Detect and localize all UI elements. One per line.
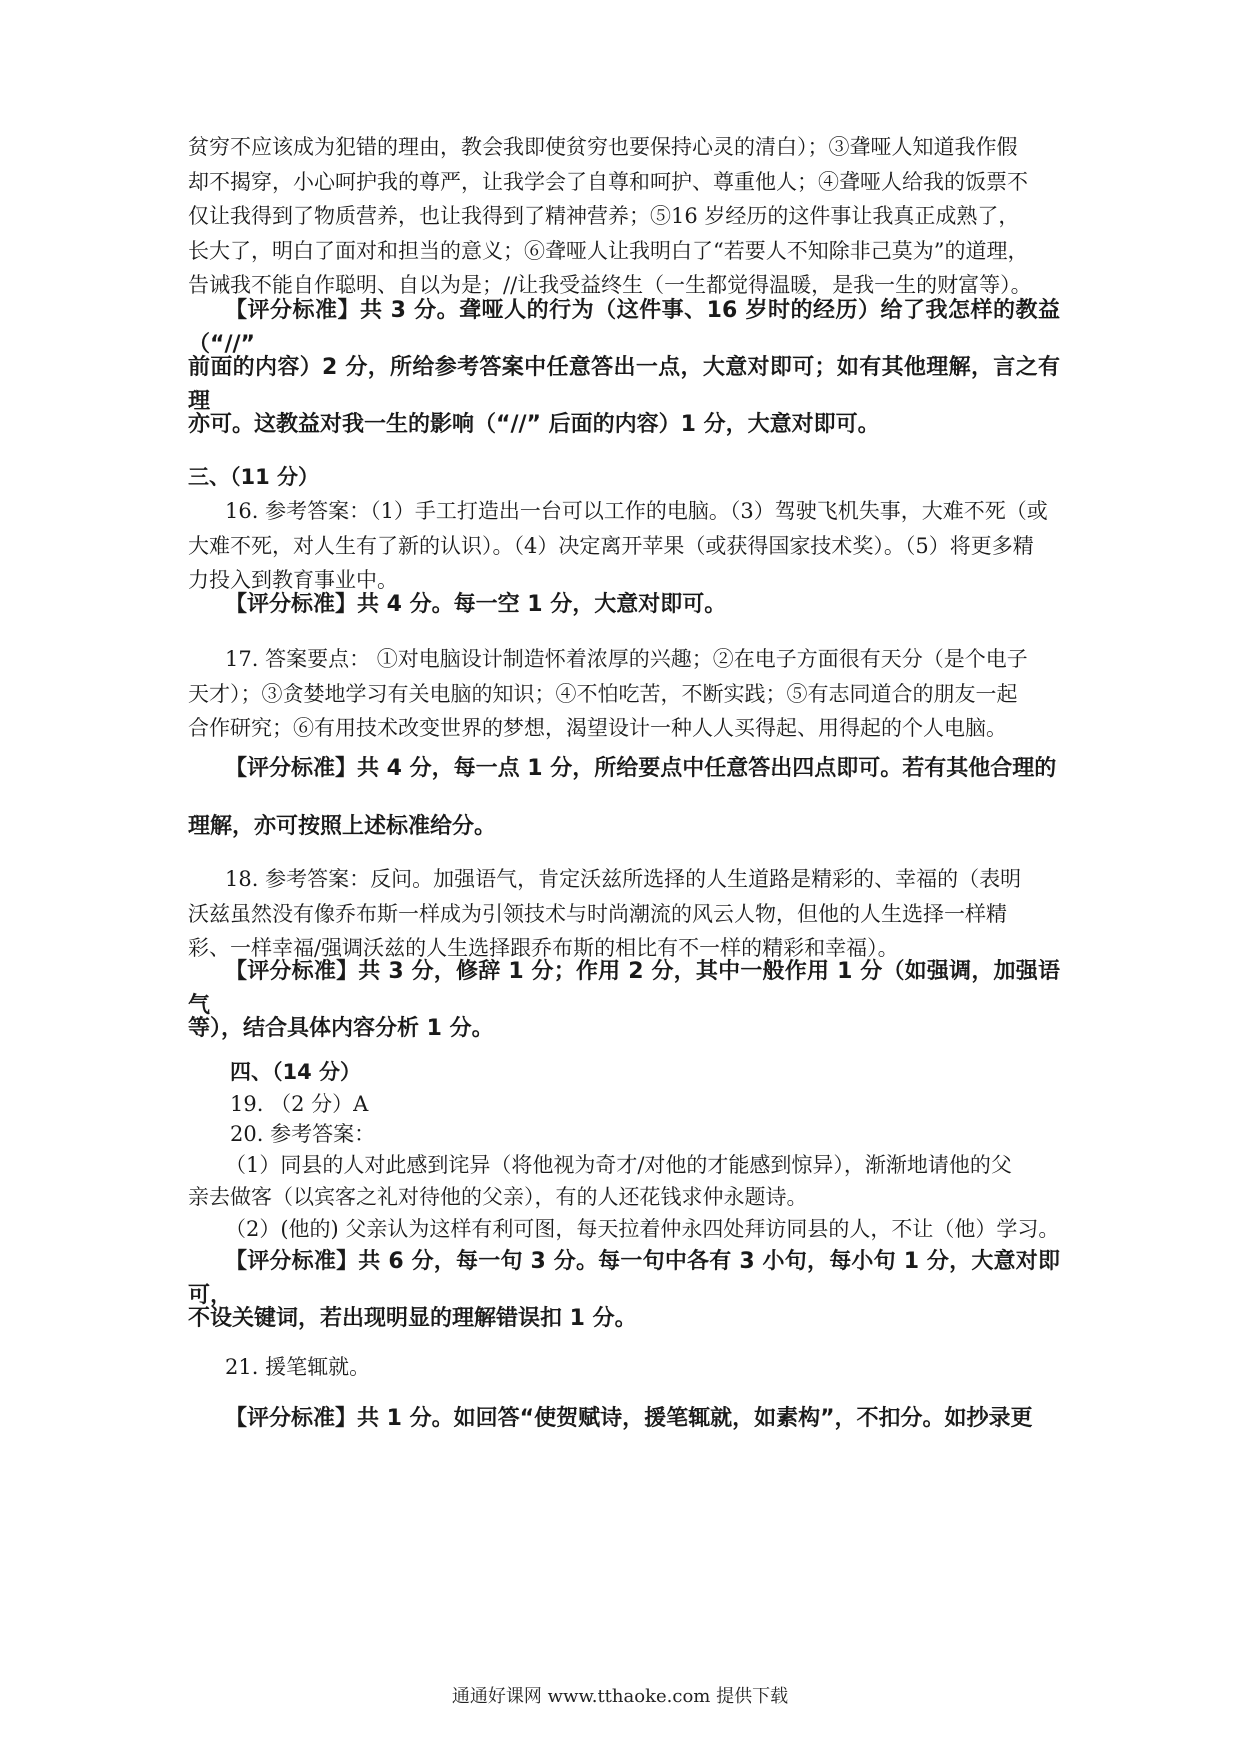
text-line: 仅让我得到了物质营养，也让我得到了精神营养；⑤16 岁经历的这件事让我真正成熟了，	[188, 204, 1020, 228]
text-line: 19. （2 分）A	[230, 1092, 369, 1116]
q18-answer	[188, 862, 1060, 966]
q18-scoring-2	[188, 1012, 1060, 1046]
text-line: （1）同县的人对此感到诧异（将他视为奇才/对他的才能感到惊异），渐渐地请他的父	[225, 1153, 1012, 1177]
text-line: 却不揭穿，小心呵护我的尊严，让我学会了自尊和呵护、尊重他人；④聋哑人给我的饭票不	[188, 169, 1028, 194]
section-heading: 四、（14 分）	[230, 1060, 362, 1084]
text-line: 合作研究；⑥有用技术改变世界的梦想，渴望设计一种人人买得起、用得起的个人电脑。	[188, 716, 1007, 740]
q21-answer	[188, 1350, 1060, 1385]
scoring-line: 【评分标准】共 1 分。如回答“使贺赋诗，援笔辄就，如素构”，不扣分。如抄录更	[225, 1406, 1033, 1431]
scoring-line: 等），结合具体内容分析 1 分。	[188, 1016, 494, 1041]
scoring-line: 亦可。这教益对我一生的影响（“//” 后面的内容）1 分，大意对即可。	[188, 412, 880, 437]
scoring-line: 【评分标准】共 3 分，修辞 1 分；作用 2 分，其中一般作用 1 分（如强调，加强语气	[188, 959, 1060, 1018]
scoring-line: 不设关键词，若出现明显的理解错误扣 1 分。	[188, 1306, 637, 1331]
text-line: 沃兹虽然没有像乔布斯一样成为引领技术与时尚潮流的风云人物，但他的人生选择一样精	[188, 901, 1007, 926]
text-line: 彩、一样幸福/强调沃兹的人生选择跟乔布斯的相比有不一样的精彩和幸福）。	[188, 936, 899, 960]
q20-answer	[188, 1119, 1060, 1245]
text-line: （2）(他的) 父亲认为这样有利可图，每天拉着仲永四处拜访同县的人，不让（他）学习。	[225, 1217, 1060, 1241]
text-line: 21. 援笔辄就。	[225, 1355, 371, 1379]
text-line: 告诫我不能自作聪明、自以为是；//让我受益终生（一生都觉得温暖，是我一生的财富等）。	[188, 273, 1032, 297]
text-line: 17. 答案要点： ①对电脑设计制造怀着浓厚的兴趣；②在电子方面很有天分（是个电子	[225, 647, 1028, 671]
text-line: 20. 参考答案：	[230, 1122, 376, 1146]
q17-answer	[188, 642, 1060, 746]
q17-scoring	[188, 752, 1060, 786]
footer-source: 通通好课网 www.tthaoke.com 提供下载	[451, 1686, 789, 1707]
section-3-heading	[188, 460, 1060, 494]
q16-scoring	[188, 588, 1060, 622]
text-line: 贫穷不应该成为犯错的理由，教会我即使贫穷也要保持心灵的清白）；③聋哑人知道我作假	[188, 135, 1018, 159]
scoring-line: 【评分标准】共 4 分，每一点 1 分，所给要点中任意答出四点即可。若有其他合理的	[225, 756, 1057, 781]
q19-answer	[188, 1089, 1060, 1119]
text-line: 长大了，明白了面对和担当的意义；⑥聋哑人让我明白了“若要人不知除非己莫为”的道理，	[188, 238, 1029, 263]
q16-answer	[188, 494, 1060, 598]
text-line: 18. 参考答案：反问。加强语气，肯定沃兹所选择的人生道路是精彩的、幸福的（表明	[225, 867, 1022, 891]
section-heading: 三、（11 分）	[188, 465, 320, 489]
q17-scoring-2	[188, 810, 1060, 844]
intro-answer	[188, 130, 1060, 303]
scoring-line: 前面的内容）2 分，所给参考答案中任意答出一点，大意对即可；如有其他理解，言之有理	[188, 355, 1060, 414]
text-line: 大难不死，对人生有了新的认识）。（4）决定离开苹果（或获得国家技术奖）。（5）将更多精	[188, 533, 1034, 558]
scoring-line: 【评分标准】共 4 分。每一空 1 分，大意对即可。	[225, 592, 727, 617]
text-line: 16. 参考答案：（1）手工打造出一台可以工作的电脑。（3）驾驶飞机失事，大难不死（或	[225, 499, 1048, 523]
scoring-line: 【评分标准】共 3 分。聋哑人的行为（这件事、16 岁时的经历）给了我怎样的教益（“//”	[188, 298, 1060, 357]
q21-scoring	[188, 1402, 1060, 1436]
section-4-heading	[188, 1055, 1060, 1089]
scoring-line: 理解，亦可按照上述标准给分。	[188, 814, 497, 839]
intro-scoring-3	[188, 408, 1060, 442]
q20-scoring-2	[188, 1302, 1060, 1336]
text-line: 天才）；③贪婪地学习有关电脑的知识；④不怕吃苦，不断实践；⑤有志同道合的朋友一起	[188, 681, 1018, 706]
text-line: 亲去做客（以宾客之礼对待他的父亲），有的人还花钱求仲永题诗。	[188, 1185, 808, 1209]
scoring-line: 【评分标准】共 6 分，每一句 3 分。每一句中各有 3 小句，每小句 1 分，大意对即可，	[188, 1249, 1060, 1308]
text-line: 力投入到教育事业中。	[188, 568, 398, 592]
